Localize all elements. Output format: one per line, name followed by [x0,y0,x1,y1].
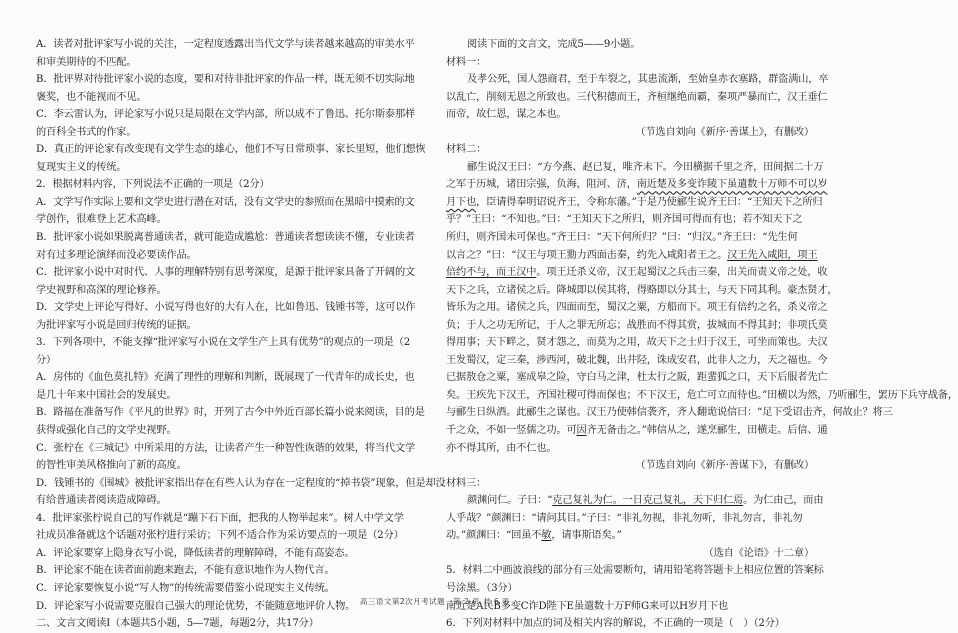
q2-option-c-line2: 学史视野和高深的理论修养。 [36,284,167,296]
material-2-line: 所归，则齐国未可保也。”齐王曰：“天下何所归？”曰：“归汉。”齐王曰：“先生何 [446,232,798,244]
material-2-line: 已据敖仓之粟，塞成皋之险，守白马之津，杜太行之阪，距蜚狐之口，天下后服者先亡 [446,372,828,384]
q4-option-a: A．评论家要穿上隐身衣写小说，降低读者的理解障碍，不能有高姿态。 [36,547,355,559]
material-2-line: 与郦生日纵酒。此郦生之谋也。汉王乃使韩信袭齐，齐人翻诡说信曰：“足下受诏击齐，何故止？将三 [446,407,893,419]
q3-option-a-line1: A．房伟的《血色莫扎特》充满了理性的理解和判断，既展现了一代青年的成长史，也 [36,372,415,384]
material-2-label: 材料二： [446,144,487,156]
plain-text: 。项王迁杀义帝，汉王起蜀汉之兵击三秦，出关而责义帝之处，收 [536,267,828,279]
q1-option-c-line1: C．李云雷认为，评论家写小说只是局限在文学内部，所以成不了鲁迅、托尔斯泰那样 [36,109,416,121]
q1-option-d-line1: D．真正的评论家有改变现有文学生态的雄心，他们不写日常琐事、家长里短，他们想恢 [36,144,426,156]
wavy-underline-text: 南近楚及多变诈陵下虽遣数十万师不可以岁 [636,179,828,191]
material-1-line: 以乱亡，削刻无恩之所致也。三代积德而王，齐桓继绝而霸，秦项严暴而亡，汉王垂仁 [446,91,828,103]
q3-option-d-line1: D．钱锺书的《围城》被批评家指出存在有些人认为存在一定程度的“掉书袋”现象，但是却没 [36,477,446,489]
material-2-line: 矣。王疾先下汉王，齐国社稷可得而保也；不下汉王，危亡可立而待也。”田横以为然，乃听郦生，罢历下兵守战备， [446,389,958,401]
material-2-line: 郦生说汉王曰：“方今燕、赵已复，唯齐未下。今田横据千里之齐，田间据二十万 [467,161,824,173]
question-4-stem-line2: 社成员准备就这个话题对张柠进行采访；下列不适合作为采访要点的一项是（2分） [36,530,404,542]
material-3-line [446,492,838,510]
plain-text: ，请事斯语矣。” [551,530,622,542]
wavy-underline-text: 月下也 [446,196,477,208]
q1-option-a-line1: A．读者对批评家写小说的关注，一定程度透露出当代文学与读者越来越高的审美水平 [36,39,415,50]
material-3-label: 材料三： [446,477,487,489]
question-5-stem-line2: 号涂黑。（3分） [446,582,518,594]
q4-option-d: D．评论家写小说需要克服自己强大的理论优势，不能随意地评价人物。 [36,600,356,612]
q3-option-b-line1: B．路福在准备写作《平凡的世界》时，开列了古今中外近百部长篇小说来阅读，目的是 [36,407,425,419]
plain-text: 。为仁由己，而由 [743,495,824,507]
dotted-word: 敏 [541,530,552,542]
q1-option-a-line2: 和审美期待的不匹配。 [36,56,137,68]
material-2-line [446,176,838,194]
material-2-source: （节选自刘向《新序·善谋下》，有删改） [635,460,814,472]
question-4-stem-line1: 4．批评家张柠说自己的写作就是“蹦下石下面，把我的人物举起来”。树人中学文学 [36,512,404,524]
q3-option-c-line1: C．张柠在《三城记》中所采用的方法，让读者产生一种智性诙谐的效果，将当代文学 [36,442,416,454]
material-2-line: 亦不得其所，由不仁也。 [446,442,557,454]
plain-text: 齐无备击之。”韩信从之，遂烹郦生，田横走。后信、通 [586,425,828,437]
question-5-sentence: 南近楚A民B多变C诈D陛下E虽遣数十万F师G来可以H岁月下也 [446,600,728,612]
reading-intro: 阅读下面的文言文，完成5——9小题。 [467,39,641,50]
material-1-line: 及孝公死，国人怨商君，至于车裂之，其患流渐，至始皇赤衣塞路，群盗满山，卒 [467,74,829,86]
section-2-heading: 二、文言文阅读Ⅰ（本题共5小题，5—7题，每题2分，共17分） [36,618,319,630]
dotted-word: 因 [576,425,587,437]
q3-option-c-line2: 的智性审美风格推向了新的高度。 [36,460,187,472]
underlined-sentence: 倍约不与，而王汉中 [446,267,537,279]
q1-option-c-line2: 的百科全书式的作家。 [36,126,137,138]
material-3-line [446,527,838,545]
material-2-line [446,264,838,282]
material-2-line: 皆乐为之用。诸侯之兵，四面而至，蜀汉之粟，方船而下。项王有倍约之名，杀义帝之 [446,302,828,314]
question-3-stem-line2: 分） [36,354,57,366]
material-2-line: 乎？”王曰：“不知也。”曰：“王知天下之所归，则齐国可得而有也；若不知天下之 [446,214,803,226]
underlined-sentence: 汉王先入咸阳，项王 [727,249,818,261]
underlined-sentence: 克己复礼为仁。一日克己复礼，天下归仁焉 [552,495,744,507]
plain-text: 以言之？”曰：“汉王与项王勠力西面击秦，约先入咸阳者王之。 [446,249,728,261]
q2-option-b-line2: 对有过多理论演绎而没必要读作品。 [36,249,197,261]
q1-option-b-line1: B．批评界对待批评家小说的态度，要和对待非批评家的作品一样，既无须不切实际地 [36,74,415,86]
material-3-source: （选自《论语》十二章） [703,547,814,559]
material-1-line: 而帝，故仁恩，谋之本也。 [446,109,567,121]
material-2-line [446,247,838,265]
material-2-line: 负；于人之功无所记，于人之罪无所忘；战胜而不得其赏，拔城而不得其封；非项氏莫 [446,319,828,331]
material-1-source: （节选自刘向《新序·善谋上》，有删改） [635,126,814,138]
plain-text: 之军于历城，诸田宗强，负海，阻河、济， [446,179,637,191]
q2-option-a-line1: A．文学写作实际上要和文学史进行潜在对话，没有文学史的参照而在黑暗中摸索的文 [36,196,415,208]
material-2-line: 得用事；天下畔之，贤才怨之，而莫为之用，故天下之士归于汉王，可坐而策也。夫汉 [446,337,828,349]
material-3-line: 人乎哉？”颜渊曰：“请问其目。”子曰：“非礼勿视，非礼勿听，非礼勿言，非礼勿 [446,512,803,524]
q3-option-a-line2: 是几十年来中国社会的发展史。 [36,389,177,401]
q3-option-b-line2: 获得或强化自己的文学史视野。 [36,425,177,437]
q2-option-a-line2: 学创作，很难登上艺术高峰。 [36,214,167,226]
q2-option-d-line1: D．文学史上评论写得好、小说写得也好的大有人在，比如鲁迅、钱锺书等，这可以作 [36,302,416,314]
material-2-line [446,422,838,440]
question-3-stem-line1: 3．下列各项中，不能支撑“批评家写小说在文学生产上具有优势”的观点的一项是（2 [36,337,411,349]
q2-option-c-line1: C．批评家小说中对时代、人事的理解特别有思考深度，是源于批评家具备了开阔的文 [36,267,416,279]
plain-text: ，臣请得奉明诏说齐王，令称东藩。”于是乃使郦生说齐王曰：“王知天下之所归 [476,196,823,208]
material-2-line [446,194,838,212]
q4-option-b: B．评论家不能在读者面前跑来跑去，不能有意识地作为人物代言。 [36,565,335,577]
plain-text: 动。”颜渊曰：“回虽不 [446,530,542,542]
question-6-stem: 6．下列对材料中加点的词及相关内容的解说，不正确的一项是（ ）（2分） [446,618,785,630]
q1-option-d-line2: 复现实主义的传统。 [36,161,127,173]
page-footer: 高三语文第2次月考试题 第 2 页 共 6 页 [359,597,511,606]
material-2-line: 王发蜀汉，定三秦，涉西河，破北魏，出井陉，诛成安君，此非人之力，天之福也。今 [446,354,828,366]
plain-text: 颜渊问仁。子曰：“ [467,495,553,507]
q1-option-b-line2: 褒奖，也不能视而不见。 [36,91,147,103]
q4-option-c: C．评论家要恢复小说“写人物”的传统需要借鉴小说现实主义传统。 [36,582,335,594]
q3-option-d-line2: 有给普通读者阅读造成障碍。 [36,495,167,507]
plain-text: 千之众，不如一竖儒之功。可 [446,425,577,437]
question-2-stem: 2．根据材料内容，下列说法不正确的一项是（2分） [36,179,270,191]
right-column [446,36,958,630]
material-1-label: 材料一： [446,56,487,68]
q2-option-d-line2: 为批评家写小说是回归传统的证据。 [36,319,197,331]
material-2-line: 天下之兵，立诸侯之后。降城即以侯其将，得赂即以分其士，与天下同其利。豪杰贤才， [446,284,838,296]
question-5-stem-line1: 5．材料二中画波浪线的部分有三处需要断句，请用铅笔将答题卡上相应位置的答案标 [446,565,824,577]
q2-option-b-line1: B．批评家小说如果脱离普通读者，就可能造成尴尬：普通读者想读读不懂，专业读者 [36,232,415,244]
